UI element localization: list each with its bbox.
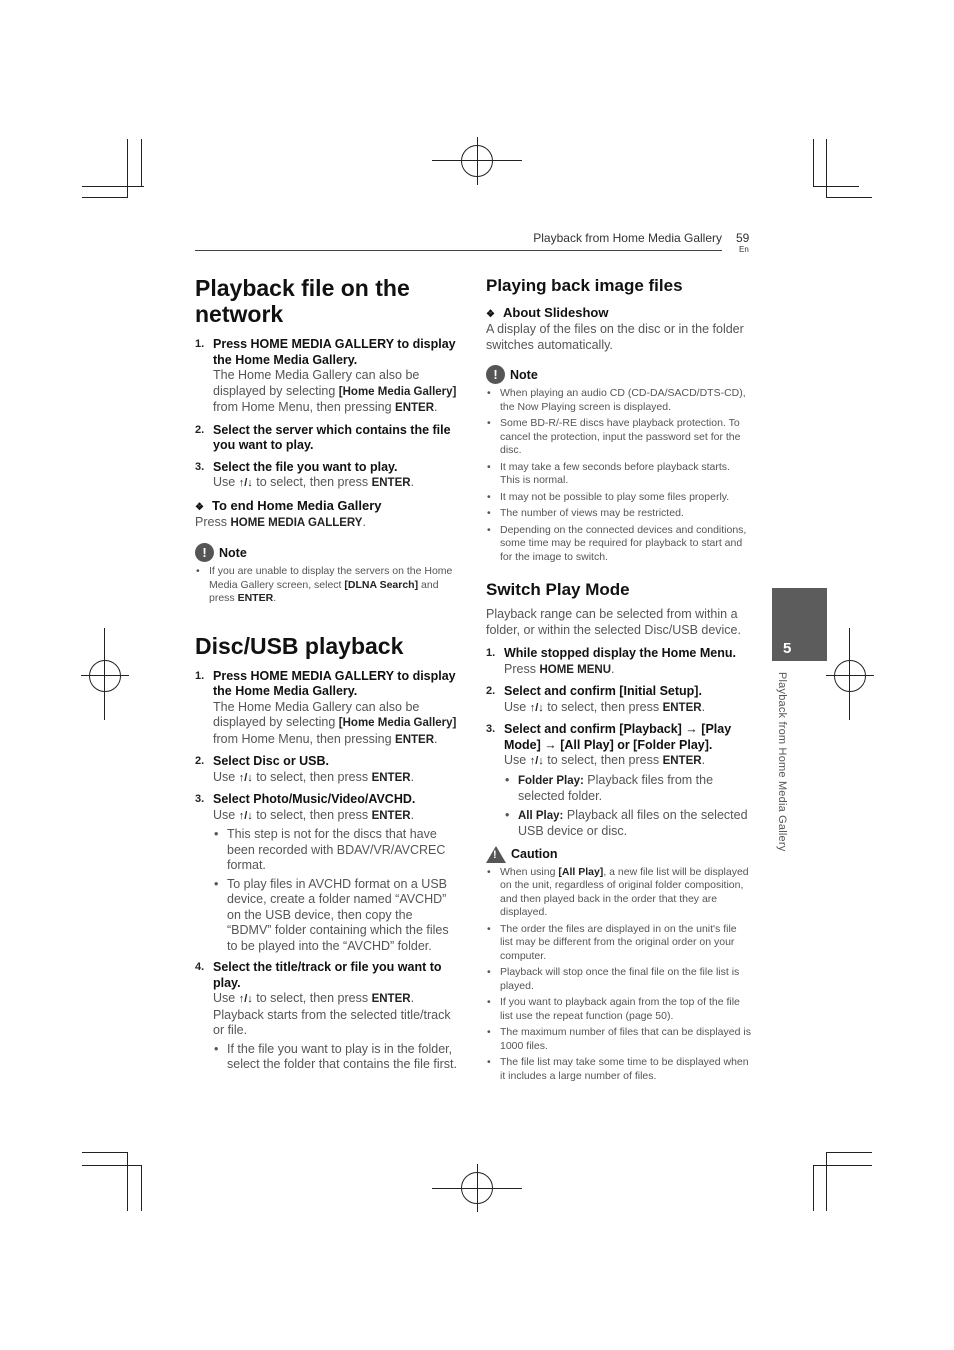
header-rule bbox=[195, 250, 722, 251]
caution-item: • The file list may take some time to be displayed when it includes a large number of files. bbox=[486, 1056, 751, 1083]
bullet-list bbox=[504, 773, 751, 840]
note-item: • Some BD-R/-RE discs have playback protection. To cancel the protection, input the password set for the disc. bbox=[486, 417, 751, 458]
step-number: 2. bbox=[486, 685, 496, 697]
step-body: Use ↑/↓ to select, then press ENTER. bbox=[213, 991, 460, 1008]
caution-item: • When using [All Play], a new file list will be displayed on the unit, regardless of original folder composition, and then played back in the order that they are displayed. bbox=[486, 866, 751, 920]
step-item bbox=[195, 337, 460, 417]
step-body: Press HOME MENU. bbox=[504, 661, 615, 676]
step-body: Use ↑/↓ to select, then press ENTER. bbox=[213, 808, 460, 825]
caution-icon: ! bbox=[486, 846, 506, 863]
note-item: • It may not be possible to play some files properly. bbox=[486, 491, 751, 505]
note-item: • The number of views may be restricted. bbox=[486, 507, 751, 521]
switch-play-mode-steps bbox=[486, 646, 751, 840]
bullet-item: • This step is not for the discs that have been recorded with BDAV/VR/AVCREC format. bbox=[213, 827, 460, 874]
step-number: 3. bbox=[486, 723, 496, 735]
bullet-list bbox=[213, 827, 460, 954]
bullet-item: • Folder Play: Playback files from the selected folder. bbox=[504, 773, 751, 805]
step-item bbox=[486, 722, 751, 840]
step-number: 3. bbox=[195, 460, 205, 473]
right-column bbox=[486, 275, 751, 1086]
note-list bbox=[486, 387, 751, 564]
step-title: Select and confirm [Initial Setup]. bbox=[504, 684, 702, 698]
diamond-icon: ❖ bbox=[486, 309, 495, 320]
step-title: Select the title/track or file you want to play. bbox=[213, 960, 442, 990]
step-body: Use ↑/↓ to select, then press ENTER. bbox=[504, 700, 751, 717]
step-title: While stopped display the Home Menu. bbox=[504, 646, 736, 660]
note-item: • If you are unable to display the servers on the Home Media Gallery screen, select [DLNA Search] and press ENTER. bbox=[195, 565, 460, 606]
caution-heading: ! Caution bbox=[486, 846, 751, 863]
step-item bbox=[486, 684, 751, 716]
step-item bbox=[195, 423, 460, 454]
chapter-number: 5 bbox=[783, 640, 792, 657]
step-number: 2. bbox=[195, 755, 205, 767]
note-icon: ! bbox=[486, 365, 505, 384]
up-down-arrow-icon: ↑/↓ bbox=[529, 755, 544, 767]
step-item bbox=[486, 646, 751, 678]
note-list bbox=[195, 565, 460, 606]
step-number: 1. bbox=[486, 647, 496, 659]
slideshow-body: A display of the files on the disc or in the folder switches automatically. bbox=[486, 322, 744, 352]
bullet-item: • If the file you want to play is in the folder, select the folder that contains the file first. bbox=[213, 1042, 460, 1073]
step-body-extra: Playback starts from the selected title/track or file. bbox=[213, 1007, 451, 1037]
step-title: Select and confirm [Playback] → [Play Mode] → [All Play] or [Folder Play]. bbox=[504, 722, 732, 752]
step-title: Select Disc or USB. bbox=[213, 754, 330, 768]
up-down-arrow-icon: ↑/↓ bbox=[238, 809, 253, 822]
subheading-slideshow: ❖ About Slideshow bbox=[486, 305, 609, 320]
bullet-list bbox=[213, 1042, 460, 1073]
network-steps bbox=[195, 337, 460, 492]
subheading-end-gallery: ❖ To end Home Media Gallery bbox=[195, 497, 382, 513]
running-header: Playback from Home Media Gallery bbox=[533, 231, 722, 245]
step-item bbox=[195, 669, 460, 749]
caution-list bbox=[486, 866, 751, 1084]
switch-play-mode-body: Playback range can be selected from within a folder, or within the selected Disc/USB device. bbox=[486, 607, 741, 637]
section-title-network: Playback file on the network bbox=[195, 275, 410, 327]
step-number: 3. bbox=[195, 793, 205, 805]
note-icon: ! bbox=[195, 543, 214, 562]
bullet-item: • To play files in AVCHD format on a USB device, create a folder named “AVCHD” on the USB device, then copy the “BDMV” folder containing which the files to be played into the “AVCHD” folder. bbox=[213, 877, 460, 955]
up-down-arrow-icon: ↑/↓ bbox=[238, 993, 253, 1005]
disc-usb-steps bbox=[195, 669, 460, 1073]
chapter-side-label: Playback from Home Media Gallery bbox=[776, 672, 788, 852]
step-body: Use ↑/↓ to select, then press ENTER. bbox=[213, 770, 460, 787]
section-title-disc-usb: Disc/USB playback bbox=[195, 632, 404, 659]
step-body: The Home Media Gallery can also be displayed by selecting [Home Media Gallery] from Home Menu, then pressing ENTER. bbox=[213, 699, 457, 746]
note-item: • When playing an audio CD (CD-DA/SACD/DTS-CD), the Now Playing screen is displayed. bbox=[486, 387, 751, 414]
step-body: Use ↑/↓ to select, then press ENTER. bbox=[213, 475, 460, 492]
step-title: Press HOME MEDIA GALLERY to display the Home Media Gallery. bbox=[213, 668, 456, 698]
step-body: The Home Media Gallery can also be displayed by selecting [Home Media Gallery] from Home Menu, then pressing ENTER. bbox=[213, 368, 457, 414]
step-title: Select Photo/Music/Video/AVCHD. bbox=[213, 792, 416, 806]
step-title: Select the file you want to play. bbox=[213, 459, 398, 474]
step-number: 1. bbox=[195, 338, 205, 350]
note-item: • It may take a few seconds before playback starts. This is normal. bbox=[486, 461, 751, 488]
left-column bbox=[195, 275, 460, 1079]
language-code: En bbox=[739, 245, 749, 254]
end-gallery-body: Press HOME MEDIA GALLERY. bbox=[195, 514, 366, 529]
up-down-arrow-icon: ↑/↓ bbox=[529, 701, 544, 714]
step-item bbox=[195, 754, 460, 786]
caution-item: • If you want to playback again from the top of the file list use the repeat function (page 50). bbox=[486, 996, 751, 1023]
bullet-item: • All Play: Playback all files on the selected USB device or disc. bbox=[504, 808, 751, 840]
caution-item: • The order the files are displayed in on the unit's file list may be different from the original order on your computer. bbox=[486, 923, 751, 964]
section-title-image-files: Playing back image files bbox=[486, 276, 683, 295]
step-number: 1. bbox=[195, 669, 205, 682]
caution-item: • Playback will stop once the final file on the file list is played. bbox=[486, 966, 751, 993]
step-item bbox=[195, 460, 460, 492]
chapter-tab bbox=[772, 588, 827, 661]
step-number: 2. bbox=[195, 423, 205, 436]
section-title-switch-play-mode: Switch Play Mode bbox=[486, 580, 630, 599]
step-title: Select the server which contains the file you want to play. bbox=[213, 422, 451, 452]
step-body: Use ↑/↓ to select, then press ENTER. bbox=[504, 753, 751, 770]
caution-item: • The maximum number of files that can be displayed is 1000 files. bbox=[486, 1026, 751, 1053]
step-item bbox=[195, 792, 460, 954]
step-number: 4. bbox=[195, 961, 205, 973]
step-title: Press HOME MEDIA GALLERY to display the Home Media Gallery. bbox=[213, 337, 456, 367]
note-heading: ! Note bbox=[195, 543, 460, 562]
note-item: • Depending on the connected devices and conditions, some time may be required for playback to start and for the image to switch. bbox=[486, 524, 751, 565]
up-down-arrow-icon: ↑/↓ bbox=[238, 771, 253, 784]
diamond-icon: ❖ bbox=[195, 501, 204, 513]
page-number: 59 bbox=[736, 231, 750, 245]
step-item bbox=[195, 960, 460, 1073]
up-down-arrow-icon: ↑/↓ bbox=[238, 477, 253, 489]
note-heading: ! Note bbox=[486, 365, 751, 384]
